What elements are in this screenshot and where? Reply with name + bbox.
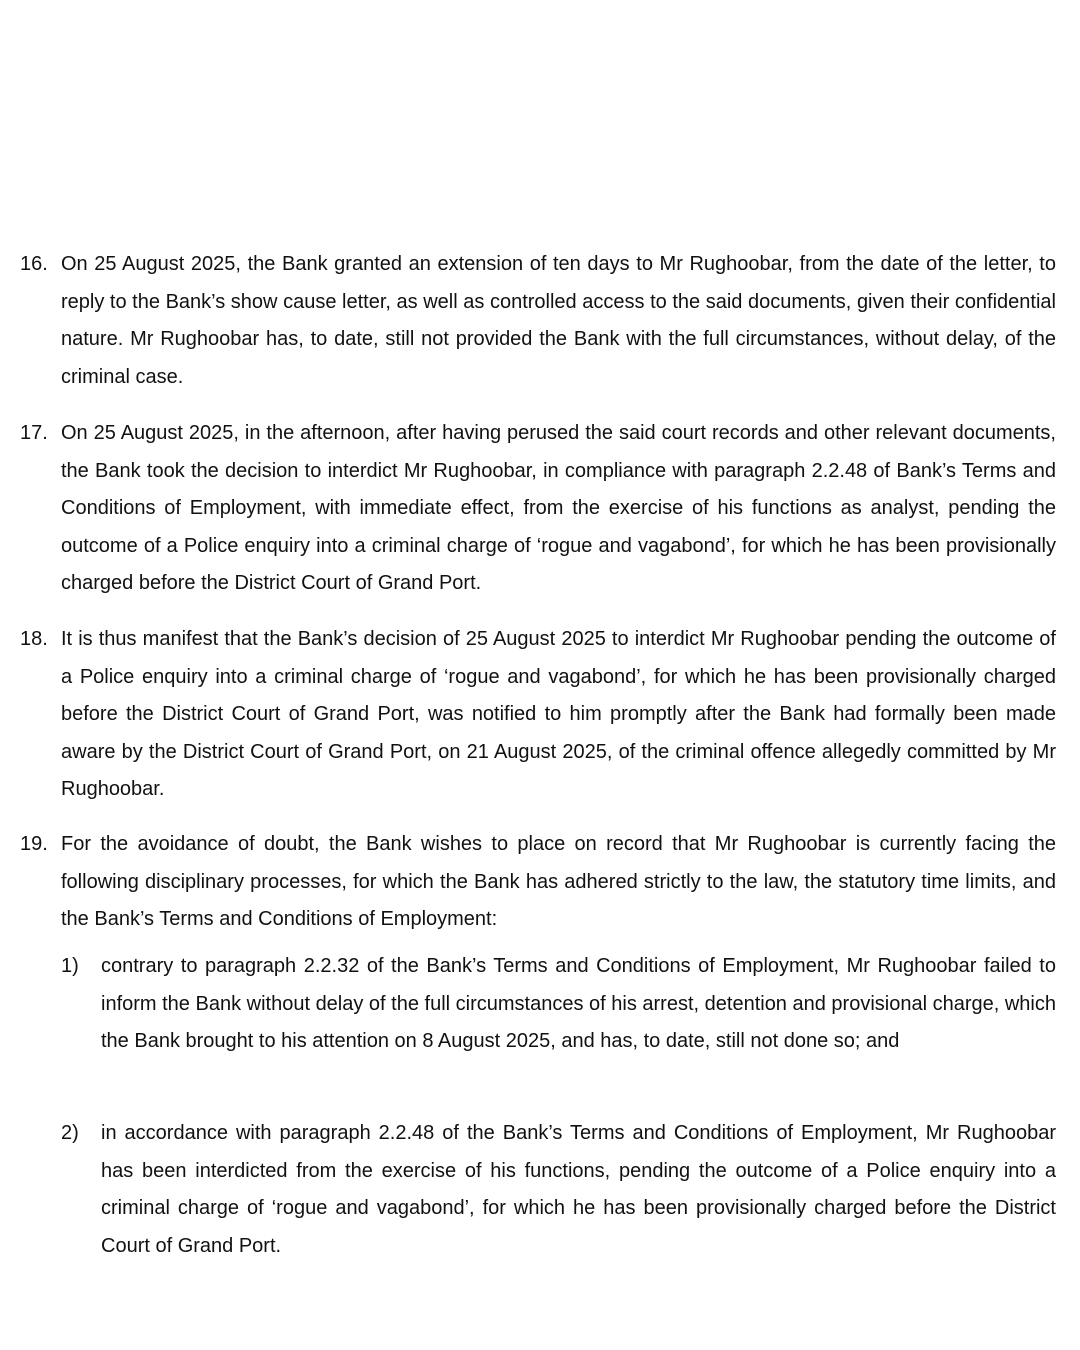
paragraph-number: 17. [20, 422, 48, 444]
paragraph-text: For the avoidance of doubt, the Bank wishes to place on record that Mr Rughoobar is currently facing the following disciplinary processes, for which the Bank has adhered strictly to the law, the statutory time limits, and the Bank’s Terms and Conditions of Employment: [61, 833, 1056, 930]
list-item-number: 1) [61, 955, 79, 977]
list-item-2 [61, 1115, 1056, 1265]
paragraph-text: On 25 August 2025, in the afternoon, after having perused the said court records and other relevant documents, the Bank took the decision to interdict Mr Rughoobar, in compliance with paragraph 2.2.48 of Bank’s Terms and Conditions of Employment, with immediate effect, from the exercise of his functions as analyst, pending the outcome of a Police enquiry into a criminal charge of ‘rogue and vagabond’, for which he has been provisionally charged before the District Court of Grand Port. [61, 422, 1056, 594]
paragraph-number: 18. [20, 628, 48, 650]
paragraph-16 [20, 246, 1056, 396]
paragraph-number: 16. [20, 253, 48, 275]
list-item-text: in accordance with paragraph 2.2.48 of the Bank’s Terms and Conditions of Employment, Mr Rughoobar has been interdicted from the exercise of his functions, pending the outcome of a Police enquiry into a criminal charge of ‘rogue and vagabond’, for which he has been provisionally charged before the District Court of Grand Port. [101, 1122, 1056, 1257]
paragraph-18 [20, 621, 1056, 809]
list-item-number: 2) [61, 1122, 79, 1144]
paragraph-number: 19. [20, 833, 48, 855]
list-item-1 [61, 948, 1056, 1061]
paragraph-text: On 25 August 2025, the Bank granted an extension of ten days to Mr Rughoobar, from the date of the letter, to reply to the Bank’s show cause letter, as well as controlled access to the said documents, given their confidential nature. Mr Rughoobar has, to date, still not provided the Bank with the full circumstances, without delay, of the criminal case. [61, 253, 1056, 388]
paragraph-19 [20, 826, 1056, 939]
list-item-text: contrary to paragraph 2.2.32 of the Bank’s Terms and Conditions of Employment, Mr Rughoobar failed to inform the Bank without delay of the full circumstances of his arrest, detention and provisional charge, which the Bank brought to his attention on 8 August 2025, and has, to date, still not done so; and [101, 955, 1056, 1052]
paragraph-text: It is thus manifest that the Bank’s decision of 25 August 2025 to interdict Mr Rughoobar pending the outcome of a Police enquiry into a criminal charge of ‘rogue and vagabond’, for which he has been provisionally charged before the District Court of Grand Port, was notified to him promptly after the Bank had formally been made aware by the District Court of Grand Port, on 21 August 2025, of the criminal offence allegedly committed by Mr Rughoobar. [61, 628, 1056, 800]
paragraph-17 [20, 415, 1056, 603]
